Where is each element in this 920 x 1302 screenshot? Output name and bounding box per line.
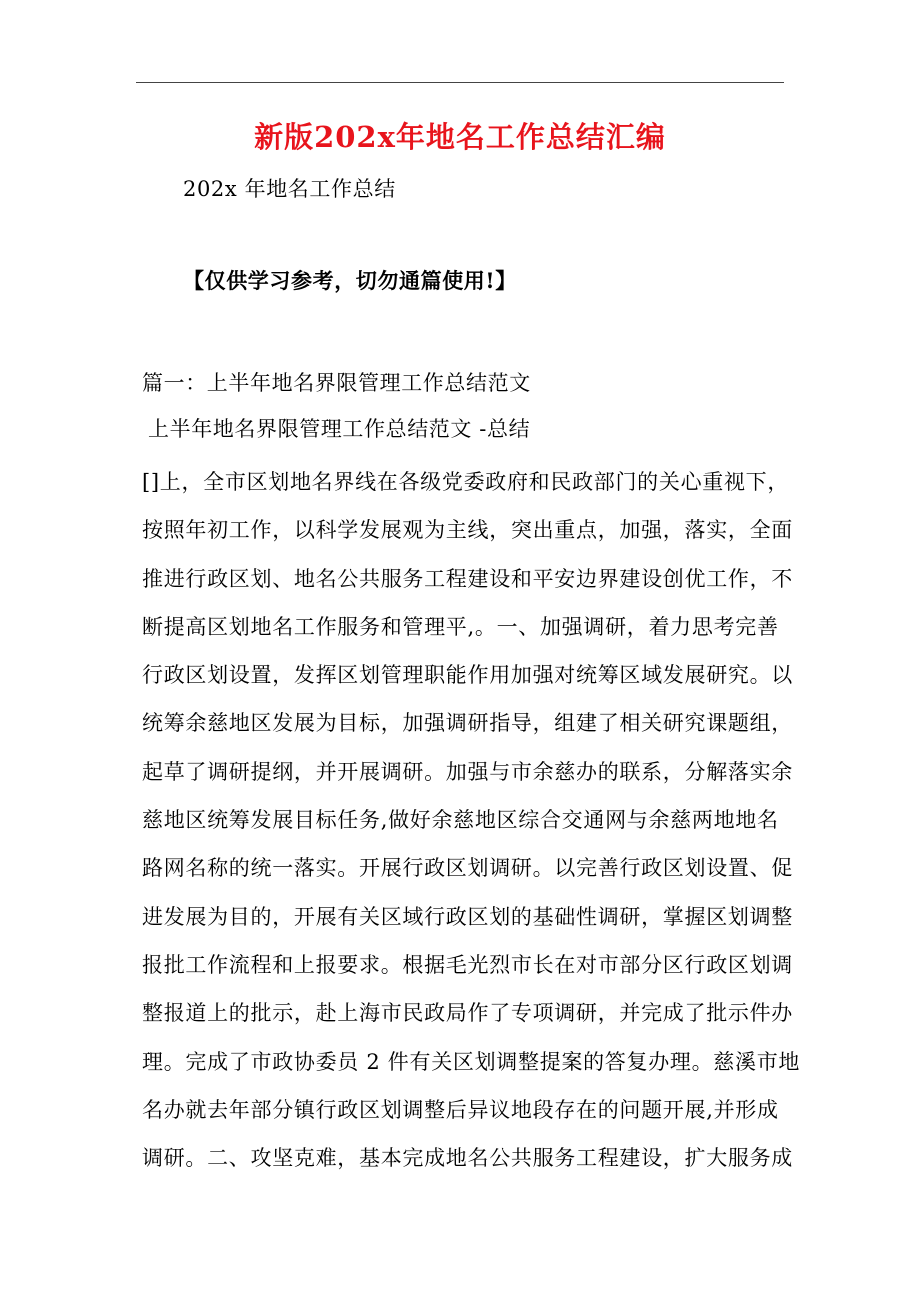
body-line: 推进行政区划、地名公共服务工程建设和平安边界建设创优工作，不 (142, 566, 793, 591)
section-heading: 篇一：上半年地名界限管理工作总结范文 (142, 371, 531, 395)
document-subtitle: 202x 年地名工作总结 (183, 177, 396, 201)
body-line: 路网名称的统一落实。开展行政区划调研。以完善行政区划设置、促 (142, 856, 793, 881)
body-line: []上，全市区划地名界线在各级党委政府和民政部门的关心重视下， (142, 470, 790, 494)
body-line: 行政区划设置，发挥区划管理职能作用加强对统筹区域发展研究。以 (142, 663, 793, 688)
section-subheading: 上半年地名界限管理工作总结范文 -总结 (148, 417, 531, 441)
body-line: 报批工作流程和上报要求。根据毛光烈市长在对市部分区行政区划调 (142, 952, 793, 977)
body-line: 理。完成了市政协委员 2 件有关区划调整提案的答复办理。慈溪市地 (142, 1049, 801, 1074)
body-line: 起草了调研提纲，并开展调研。加强与市余慈办的联系，分解落实余 (142, 759, 793, 784)
body-line: 慈地区统筹发展目标任务,做好余慈地区综合交通网与余慈两地地名 (142, 808, 779, 833)
body-line: 整报道上的批示，赴上海市民政局作了专项调研，并完成了批示件办 (142, 1001, 793, 1026)
top-rule (136, 82, 784, 83)
body-line: 按照年初工作，以科学发展观为主线，突出重点，加强，落实，全面 (142, 518, 793, 543)
document-title: 新版202x年地名工作总结汇编 (254, 120, 666, 154)
body-line: 名办就去年部分镇行政区划调整后异议地段存在的问题开展,并形成 (142, 1097, 779, 1122)
body-paragraph (142, 458, 801, 1182)
body-line: 进发展为目的，开展有关区域行政区划的基础性调研，掌握区划调整 (142, 904, 793, 929)
body-line: 断提高区划地名工作服务和管理平,。一、加强调研，着力思考完善 (142, 614, 779, 639)
usage-note: 【仅供学习参考，切勿通篇使用!】 (183, 268, 517, 293)
body-line: 统筹余慈地区发展为目标，加强调研指导，组建了相关研究课题组， (142, 711, 793, 736)
body-line: 调研。二、攻坚克难，基本完成地名公共服务工程建设，扩大服务成 (142, 1146, 793, 1171)
